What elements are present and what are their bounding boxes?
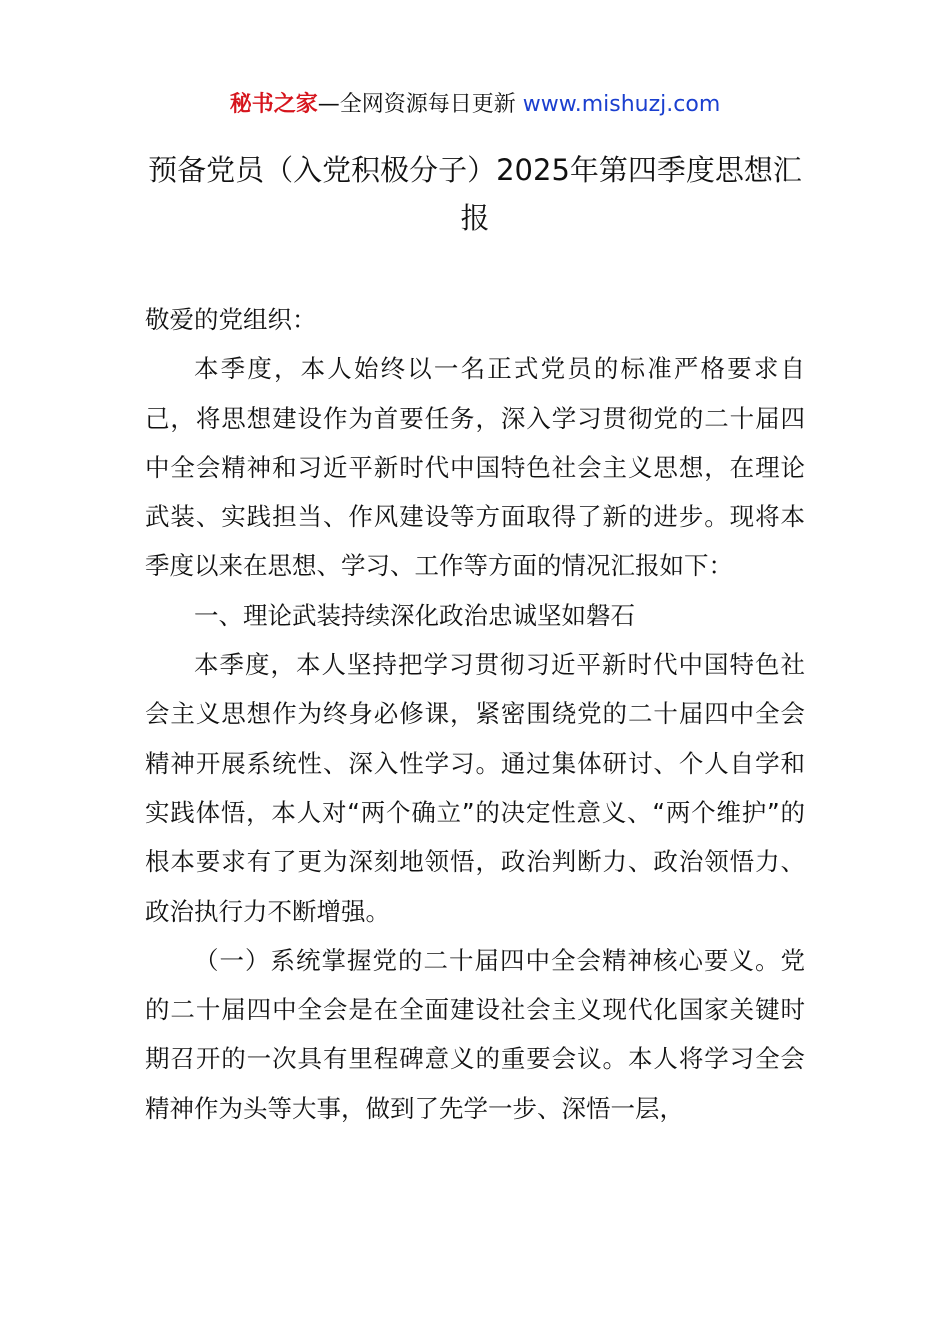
paragraph-intro: 本季度，本人始终以一名正式党员的标准严格要求自己，将思想建设作为首要任务，深入学习贯彻党的二十届四中全会精神和习近平新时代中国特色社会主义思想，在理论武装、实践担当、作风建设等方面取得了新的进步。现将本季度以来在思想、学习、工作等方面的情况汇报如下： [145, 354, 805, 581]
paragraph-section-1: 本季度，本人坚持把学习贯彻习近平新时代中国特色社会主义思想作为终身必修课，紧密围绕党的二十届四中全会精神开展系统性、深入性学习。通过集体研讨、个人自学和实践体悟，本人对“两个确立”的决定性意义、“两个维护”的根本要求有了更为深刻地领悟，政治判断力、政治领悟力、政治执行力不断增强。 [145, 650, 805, 926]
section-heading-1: 一、理论武装持续深化政治忠诚坚如磐石 [194, 600, 635, 630]
document-title: 预备党员（入党积极分子）2025年第四季度思想汇报 [148, 153, 802, 235]
paragraph-subsection-1: （一）系统掌握党的二十届四中全会精神核心要义。党的二十届四中全会是在全面建设社会主义现代化国家关键时期召开的一次具有里程碑意义的重要会议。本人将学习全会精神作为头等大事，做到了先学一步、深悟一层， [145, 945, 805, 1123]
site-url[interactable]: www.mishuzj.com [522, 92, 721, 117]
salutation: 敬爱的党组织： [145, 305, 317, 334]
brand-name: 秘书之家 [229, 92, 318, 117]
header-tagline: —全网资源每日更新 [317, 92, 523, 117]
site-header [0, 88, 950, 122]
document-body [145, 295, 805, 1133]
